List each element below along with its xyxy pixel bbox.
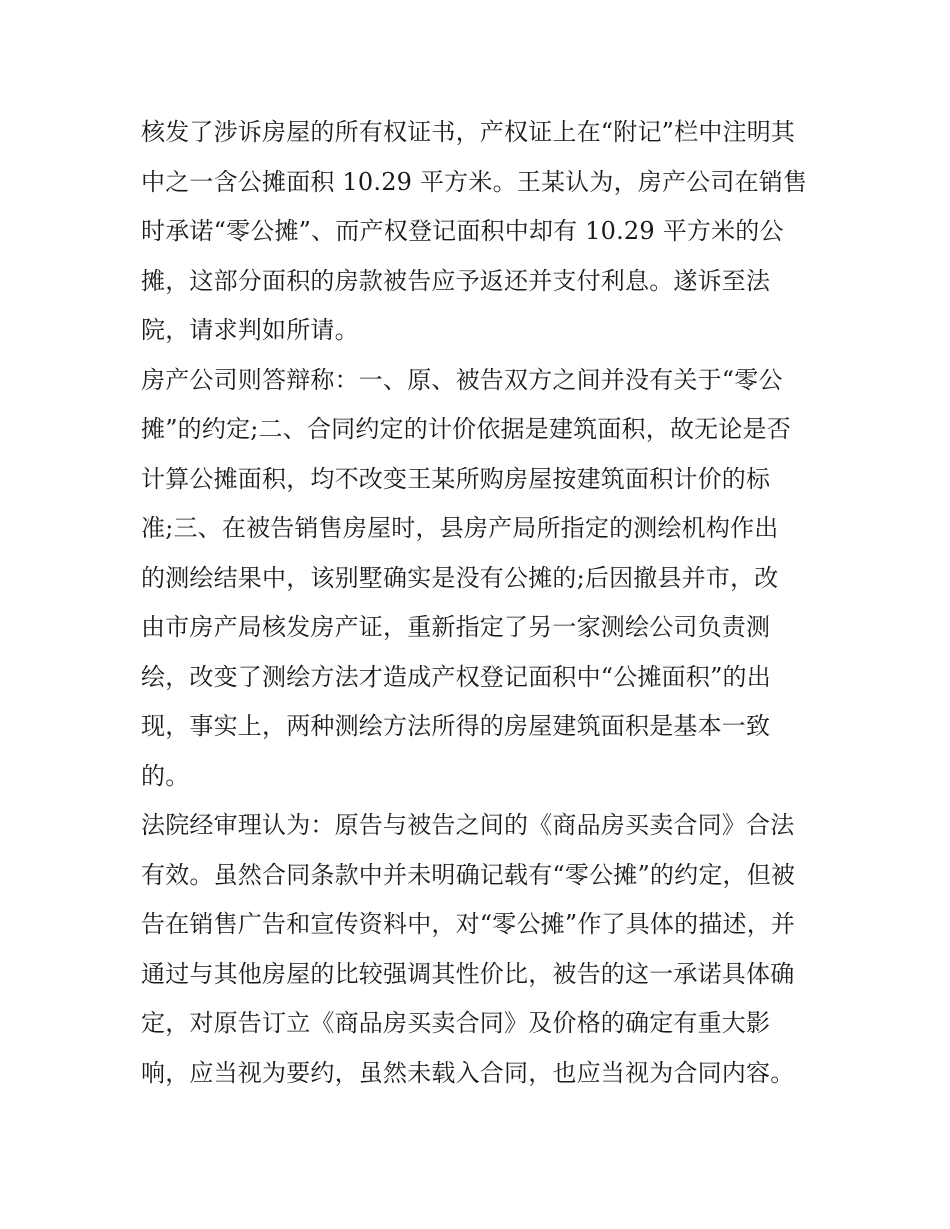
- text-line: 的测绘结果中，该别墅确实是没有公摊的;后因撤县并市，改: [141, 563, 779, 592]
- text-line: 核发了涉诉房屋的所有权证书，产权证上在“附记”栏中注明其: [141, 118, 796, 146]
- text-line: 房产公司则答辩称：一、原、被告双方之间并没有关于“零公: [141, 365, 783, 394]
- text-line: 绘，改变了测绘方法才造成产权登记面积中“公摊面积”的出: [141, 662, 771, 691]
- text-line: 的。: [141, 761, 190, 790]
- paragraph-plaintiff-claim: [141, 108, 821, 356]
- paragraph-defendant-reply: [141, 356, 821, 802]
- document-body: [141, 108, 821, 1098]
- text-line: 法院经审理认为：原告与被告之间的《商品房买卖合同》合法: [141, 811, 795, 839]
- paragraph-court-finding: [141, 801, 821, 1098]
- text-line: 摊”的约定;二、合同约定的计价依据是建筑面积，故无论是否: [141, 415, 791, 443]
- text-line: 现，事实上，两种测绘方法所得的房屋建筑面积是基本一致: [141, 712, 771, 740]
- text-line: 中之一含公摊面积 10.29 平方米。王某认为，房产公司在销售: [141, 167, 808, 196]
- text-line: 有效。虽然合同条款中并未明确记载有“零公摊”的约定，但被: [141, 860, 796, 889]
- text-line: 院，请求判如所请。: [141, 316, 359, 344]
- text-line: 由市房产局核发房产证，重新指定了另一家测绘公司负责测: [141, 613, 771, 641]
- text-line: 响，应当视为要约，虽然未载入合同，也应当视为合同内容。: [141, 1058, 795, 1087]
- text-line: 定，对原告订立《商品房买卖合同》及价格的确定有重大影: [141, 1009, 771, 1037]
- text-line: 时承诺“零公摊”、而产权登记面积中却有 10.29 平方米的公: [141, 217, 784, 245]
- text-line: 计算公摊面积，均不改变王某所购房屋按建筑面积计价的标: [141, 464, 771, 493]
- text-line: 摊，这部分面积的房款被告应予返还并支付利息。遂诉至法: [141, 266, 771, 295]
- text-line: 告在销售广告和宣传资料中，对“零公摊”作了具体的描述，并: [141, 910, 796, 938]
- text-line: 通过与其他房屋的比较强调其性价比，被告的这一承诺具体确: [141, 959, 795, 988]
- text-line: 准;三、在被告销售房屋时，县房产局所指定的测绘机构作出: [141, 514, 779, 542]
